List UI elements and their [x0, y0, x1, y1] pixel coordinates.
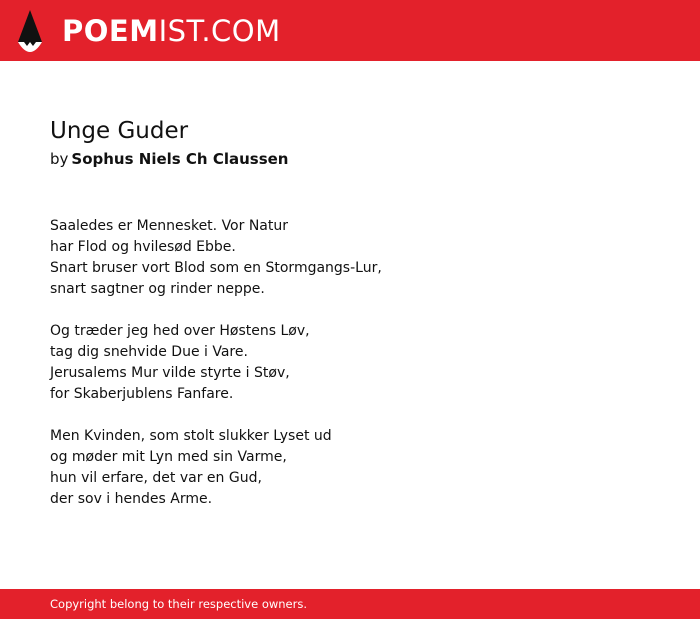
- pencil-icon: [18, 10, 42, 52]
- brand-bold-text: POEM: [62, 14, 159, 48]
- poem-line: har Flod og hvilesød Ebbe.: [50, 239, 236, 255]
- site-footer: [0, 589, 700, 619]
- stanza-1: [50, 216, 650, 300]
- poem-line: og møder mit Lyn med sin Varme,: [50, 449, 287, 465]
- site-header: [0, 0, 700, 61]
- brand-light-text: IST.COM: [158, 14, 281, 48]
- site-logo-link[interactable]: [18, 10, 281, 52]
- by-label: by: [50, 150, 69, 168]
- poem-line: Men Kvinden, som stolt slukker Lyset ud: [50, 428, 332, 444]
- poem-line: snart sagtner og rinder neppe.: [50, 281, 265, 297]
- poem-line: for Skaberjublens Fanfare.: [50, 386, 234, 402]
- poem-content: [50, 116, 650, 531]
- poem-title: Unge Guder: [50, 118, 189, 144]
- stanza-2: [50, 321, 650, 405]
- author-link[interactable]: Sophus Niels Ch Claussen: [71, 150, 289, 168]
- byline: [50, 148, 650, 170]
- poem-line: Saaledes er Mennesket. Vor Natur: [50, 218, 288, 234]
- poem-body: [50, 216, 650, 510]
- poem-line: Snart bruser vort Blod som en Stormgangs-Lur,: [50, 260, 382, 276]
- poem-line: Og træder jeg hed over Høstens Løv,: [50, 323, 310, 339]
- poem-line: der sov i hendes Arme.: [50, 491, 213, 507]
- stanza-3: [50, 426, 650, 510]
- poem-line: Jerusalems Mur vilde styrte i Støv,: [50, 365, 290, 381]
- poem-line: hun vil erfare, det var en Gud,: [50, 470, 262, 486]
- site-brand: [62, 10, 281, 52]
- copyright-text: Copyright belong to their respective owners.: [50, 597, 308, 611]
- poem-line: tag dig snehvide Due i Vare.: [50, 344, 248, 360]
